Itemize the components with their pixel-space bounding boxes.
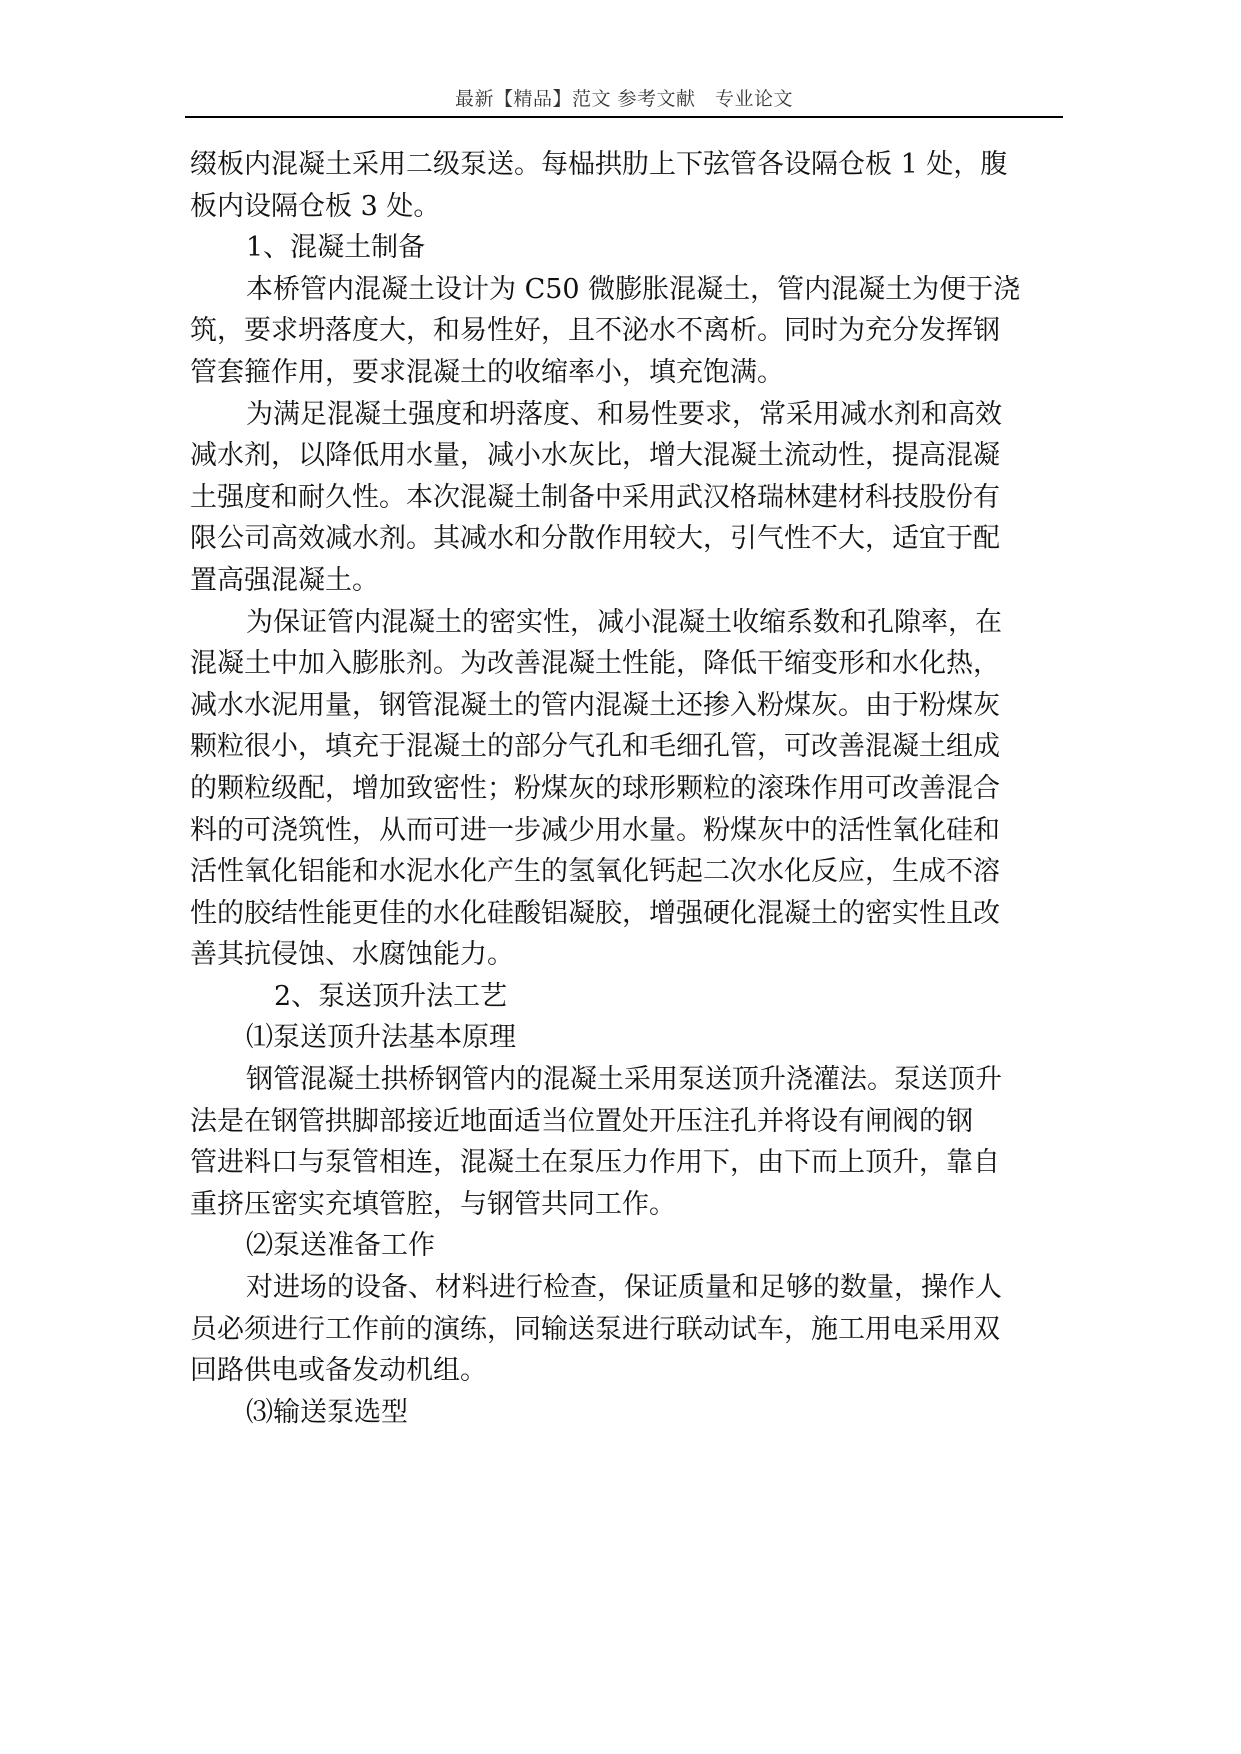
text-line: 性的胶结性能更佳的水化硅酸铝凝胶，增强硬化混凝土的密实性且改 (190, 897, 1000, 929)
text-line: 置高强混凝土。 (190, 564, 379, 596)
page-header: 最新【精品】范文 参考文献 专业论文 (454, 88, 794, 110)
text-line: 钢管混凝土拱桥钢管内的混凝土采用泵送顶升浇灌法。泵送顶升 (246, 1064, 1002, 1096)
text-line: ⑴泵送顶升法基本原理 (246, 1022, 516, 1054)
document-body (190, 144, 1062, 1433)
text-line: 料的可浇筑性，从而可进一步减少用水量。粉煤灰中的活性氧化硅和 (190, 814, 1000, 846)
text-line: 筑，要求坍落度大，和易性好，且不泌水不离析。同时为充分发挥钢 (190, 315, 1000, 347)
text-line: 缀板内混凝土采用二级泵送。每榀拱肋上下弦管各设隔仓板 1 处，腹 (190, 149, 1008, 180)
header-divider (185, 116, 1063, 118)
text-line: 为满足混凝土强度和坍落度、和易性要求，常采用减水剂和高效 (246, 398, 1002, 430)
text-line: 员必须进行工作前的演练，同输送泵进行联动试车，施工用电采用双 (190, 1313, 1000, 1345)
text-line: 板内设隔仓板 3 处。 (190, 190, 441, 222)
text-line: 为保证管内混凝土的密实性，减小混凝土收缩系数和孔隙率，在 (246, 606, 1002, 638)
text-line: 1、混凝土制备 (246, 232, 426, 264)
text-line: 善其抗侵蚀、水腐蚀能力。 (190, 939, 514, 971)
text-line: 本桥管内混凝土设计为 C50 微膨胀混凝土，管内混凝土为便于浇 (246, 273, 1021, 305)
text-line: 限公司高效减水剂。其减水和分散作用较大，引气性不大，适宜于配 (190, 523, 1000, 555)
text-line: 混凝土中加入膨胀剂。为改善混凝土性能，降低干缩变形和水化热， (190, 648, 1000, 680)
text-line: 减水剂，以降低用水量，减小水灰比，增大混凝土流动性，提高混凝 (190, 440, 1000, 472)
text-line: 管套箍作用，要求混凝土的收缩率小，填充饱满。 (190, 356, 784, 388)
text-line: ⑶输送泵选型 (246, 1396, 408, 1428)
text-line: 土强度和耐久性。本次混凝土制备中采用武汉格瑞林建材科技股份有 (190, 481, 1000, 513)
text-line: 活性氧化铝能和水泥水化产生的氢氧化钙起二次水化反应，生成不溶 (190, 856, 1000, 888)
text-line: 颗粒很小，填充于混凝土的部分气孔和毛细孔管，可改善混凝土组成 (190, 731, 1000, 763)
text-line: 减水水泥用量，钢管混凝土的管内混凝土还掺入粉煤灰。由于粉煤灰 (190, 689, 1000, 721)
text-line: 对进场的设备、材料进行检查，保证质量和足够的数量，操作人 (246, 1272, 1002, 1304)
text-line: 法是在钢管拱脚部接近地面适当位置处开压注孔并将设有闸阀的钢 (190, 1105, 973, 1137)
text-line: 的颗粒级配，增加致密性；粉煤灰的球形颗粒的滚珠作用可改善混合 (190, 772, 1000, 804)
text-line: 管进料口与泵管相连，混凝土在泵压力作用下，由下而上顶升，靠自 (190, 1147, 1000, 1179)
text-line: ⑵泵送准备工作 (246, 1230, 435, 1262)
text-line: 重挤压密实充填管腔，与钢管共同工作。 (190, 1188, 676, 1220)
text-line: 回路供电或备发动机组。 (190, 1355, 487, 1387)
text-line: 2、泵送顶升法工艺 (274, 980, 508, 1012)
